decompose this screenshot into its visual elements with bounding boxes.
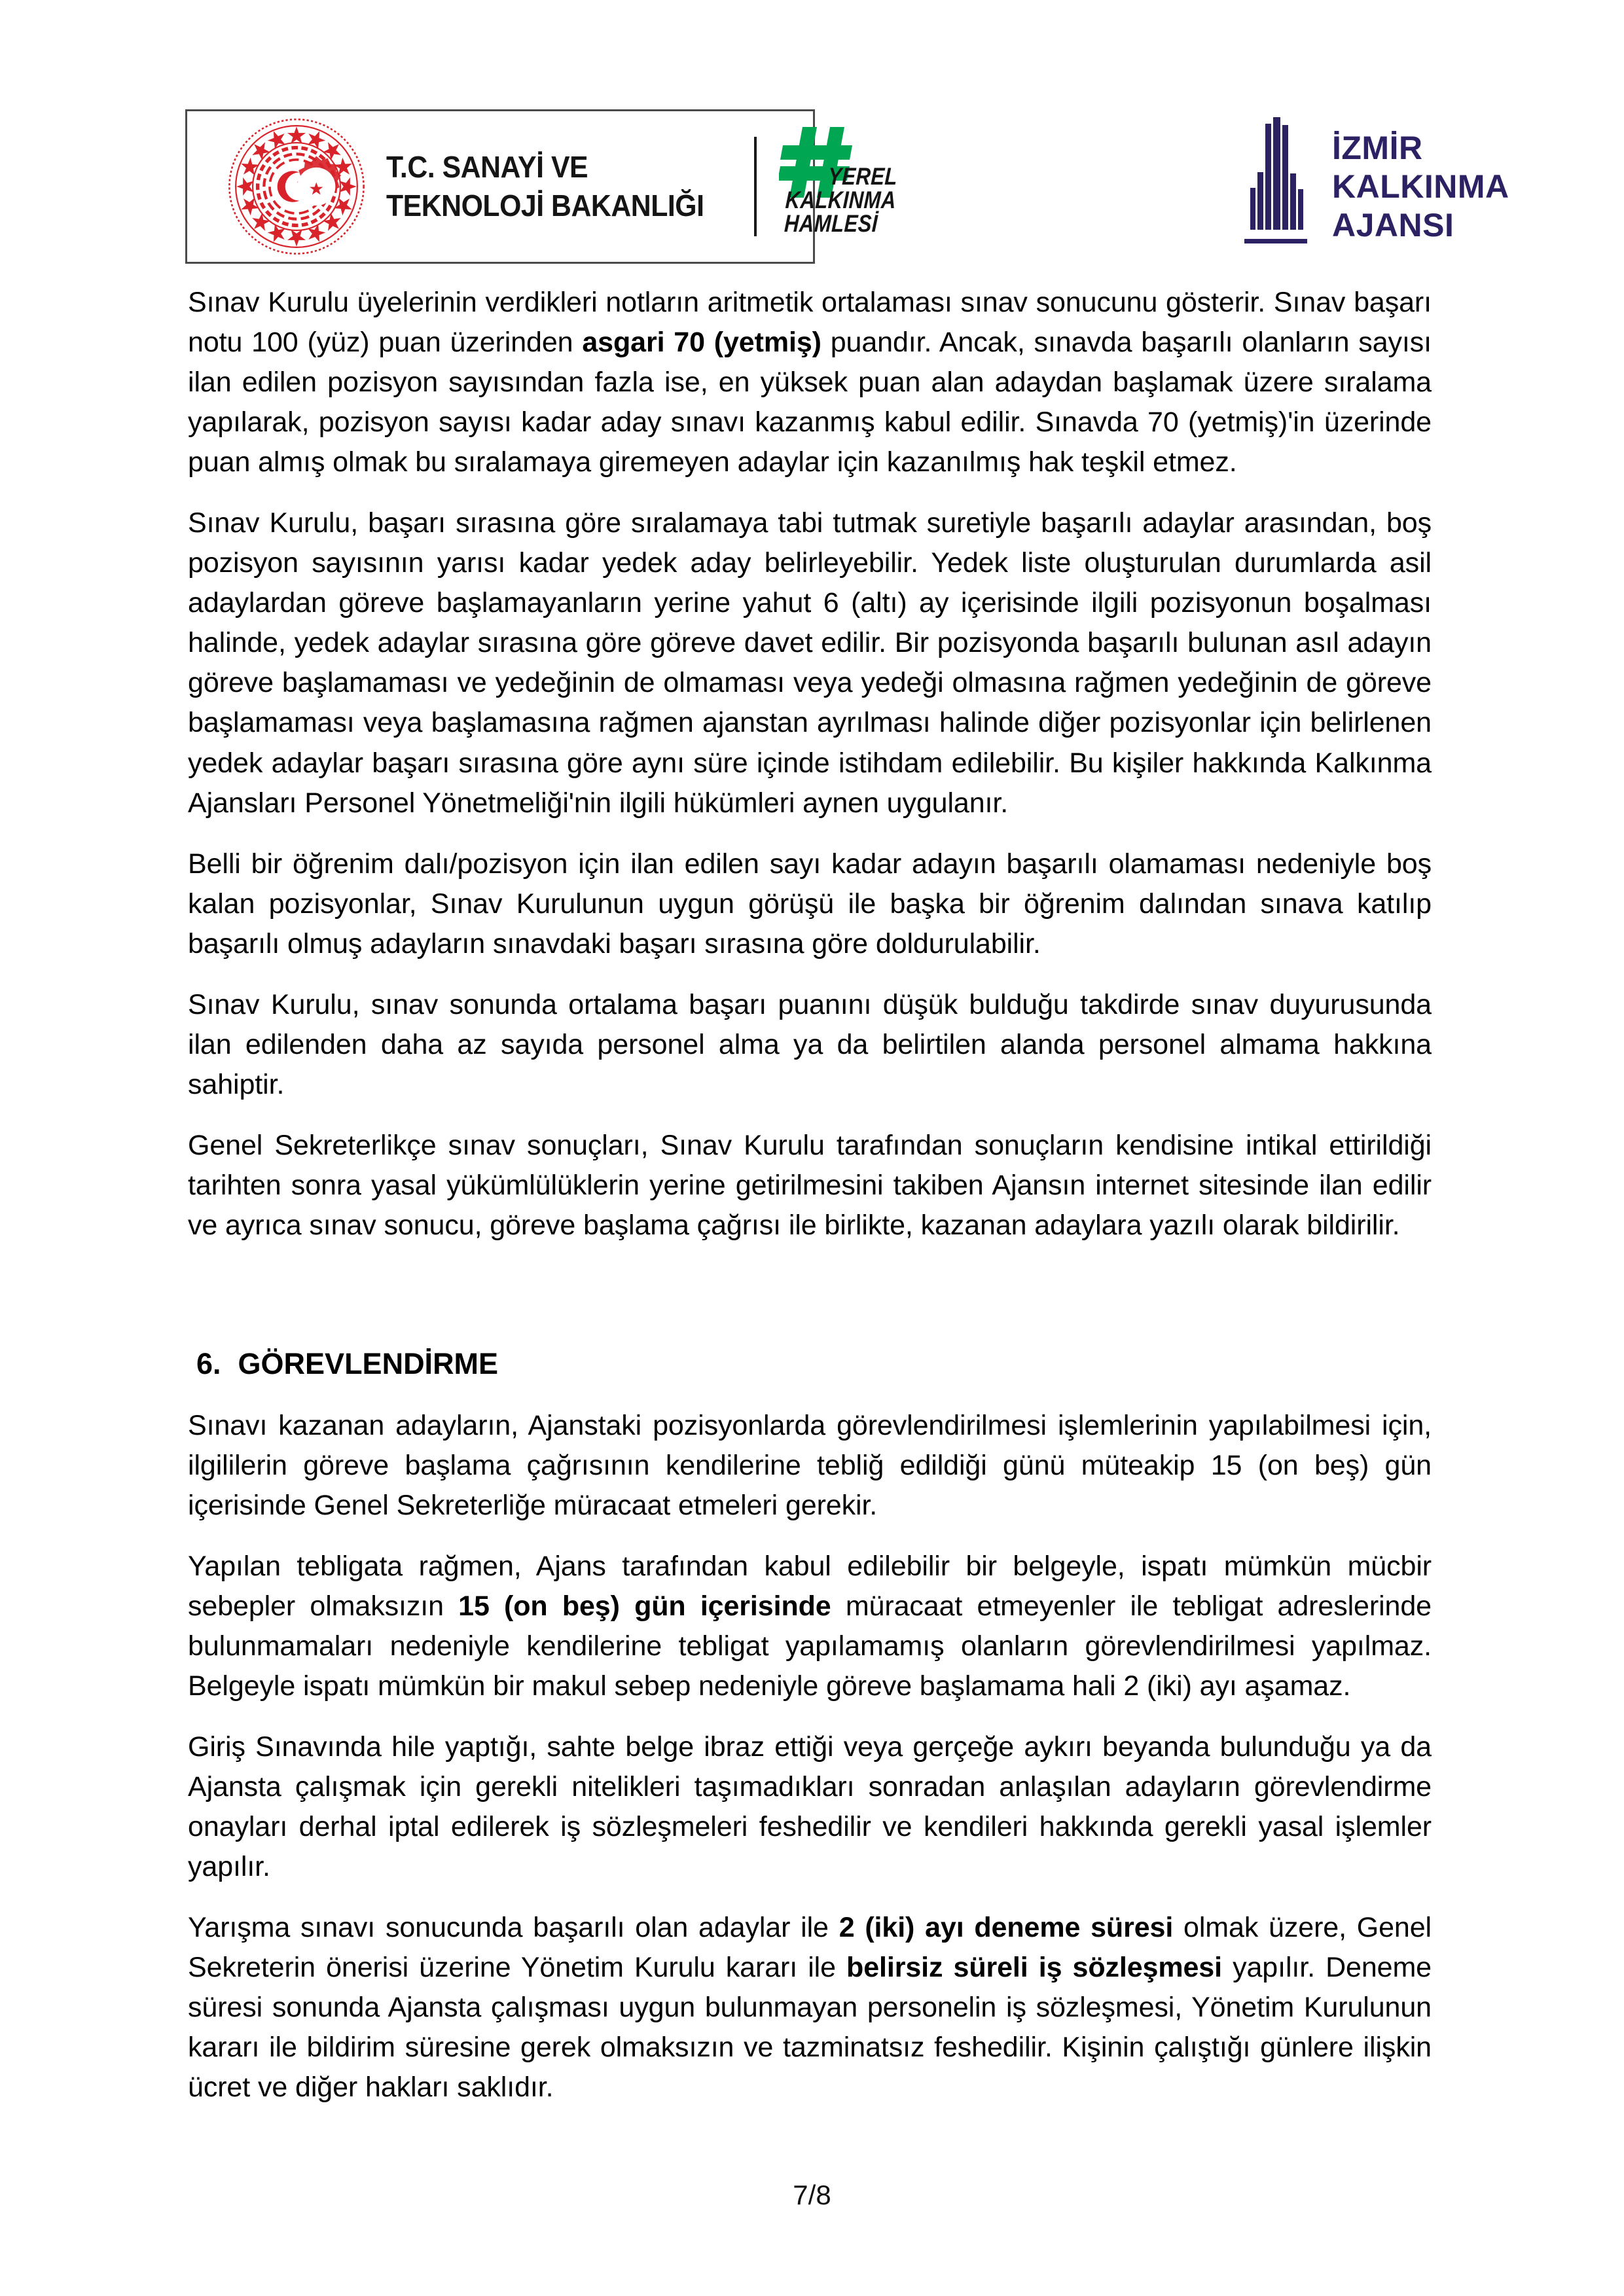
section-number: 6. bbox=[196, 1347, 221, 1381]
document-body bbox=[188, 283, 1432, 2128]
campaign-line-2: KALKINMA bbox=[784, 186, 897, 213]
emphasis-text: asgari 70 (yetmiş) bbox=[582, 327, 821, 359]
agency-logo bbox=[1239, 115, 1514, 262]
body-paragraph bbox=[188, 1126, 1432, 1246]
plain-text: Giriş Sınavında hile yaptığı, sahte belge ibraz ettiği veya gerçeğe aykırı beyanda bulunduğu ya da Ajansta çalışmak için gerekli nitelikleri taşımadıkları sonradan anlaşılan adayların görevlendirme onayları derhal iptal edilerek iş sözleşmeleri feshedilir ve kendileri hakkında gerekli yasal işlemler yapılır. bbox=[188, 1731, 1432, 1882]
ministry-name-line-1: T.C. SANAYİ VE bbox=[386, 150, 588, 185]
izka-buildings-icon bbox=[1239, 115, 1318, 245]
plain-text: Sınav Kurulu, sınav sonunda ortalama başarı puanını düşük bulduğu takdirde sınav duyurusunda ilan edilenden daha az sayıda personel alma ya da belirtilen alanda personel almama hakkına sahiptir. bbox=[188, 988, 1432, 1100]
plain-text: müracaat etmeyenler ile tebligat adreslerinde bulunmamaları nedeniyle kendilerine tebligat yapılamamış olanların görevlendirilmesi yapılmaz. Belgeyle ispatı mümkün bir makul sebep nedeniyle göreve başlamama hali 2 (iki) ayı aşamaz. bbox=[188, 1590, 1432, 1702]
campaign-line-3: HAMLESİ bbox=[784, 209, 878, 237]
body-paragraph bbox=[188, 1727, 1432, 1887]
ministry-name bbox=[386, 148, 704, 225]
plain-text: Yapılan tebligata rağmen, Ajans tarafından kabul edilebilir bir belgeyle, ispatı mümkün mücbir sebepler olmaksızın bbox=[188, 1550, 1432, 1622]
campaign-logo bbox=[779, 124, 936, 249]
agency-wordmark bbox=[1332, 129, 1509, 245]
emphasis-text: 15 (on beş) gün içerisinde bbox=[458, 1590, 831, 1622]
logo-divider bbox=[754, 137, 757, 236]
paragraph-group-after-section bbox=[188, 1406, 1432, 2108]
body-paragraph bbox=[188, 1406, 1432, 1526]
emphasis-text: 2 (iki) ayı deneme süresi bbox=[839, 1912, 1174, 1944]
plain-text: Yarışma sınavı sonucunda başarılı olan adaylar ile bbox=[188, 1912, 839, 1944]
plain-text: puandır. Ancak, sınavda başarılı olanların sayısı ilan edilen pozisyon sayısından fazla ise, en yüksek puan alan adaydan başlamak üzere sıralama yapılarak, pozisyon sayısı kadar aday sınavı kazanmış kabul edilir. Sınavda 70 (yetmiş)'in üzerinde puan almış olmak bu sıralamaya giremeyen adaylar için kazanılmış hak teşkil etmez. bbox=[188, 327, 1432, 478]
page-header bbox=[0, 0, 1624, 275]
plain-text: olmak üzere, Genel Sekreterin önerisi üzerine Yönetim Kurulu kararı ile bbox=[188, 1912, 1432, 1984]
ministry-campaign-logo-box bbox=[185, 109, 898, 264]
section-title: GÖREVLENDİRME bbox=[238, 1347, 499, 1381]
plain-text: Sınavı kazanan adayların, Ajanstaki pozisyonlarda görevlendirilmesi işlemlerinin yapılabilmesi için, ilgililerin göreve başlama çağrısının kendilerine tebliğ edildiği günü müteakip 15 (on beş) gün içerisinde Genel Sekreterliğe müracaat etmeleri gerekir. bbox=[188, 1409, 1432, 1521]
campaign-line-1: YEREL bbox=[827, 163, 898, 190]
body-paragraph bbox=[188, 503, 1432, 823]
plain-text: Belli bir öğrenim dalı/pozisyon için ilan edilen sayı kadar adayın başarılı olamaması nedeniyle boş kalan pozisyonlar, Sınav Kurulunun uygun görüşü ile başka bir öğrenim dalından sınava katılıp başarılı olmuş adayların sınavdaki başarı sırasına göre doldurulabilir. bbox=[188, 848, 1432, 960]
body-paragraph bbox=[188, 985, 1432, 1105]
paragraph-group-before-section bbox=[188, 283, 1432, 1246]
ministry-name-line-2: TEKNOLOJİ BAKANLIĞI bbox=[386, 188, 704, 223]
agency-line-2: KALKINMA bbox=[1332, 168, 1509, 205]
body-paragraph bbox=[188, 1547, 1432, 1706]
plain-text: Genel Sekreterlikçe sınav sonuçları, Sınav Kurulu tarafından sonuçların kendisine intikal ettirildiği tarihten sonra yasal yükümlülüklerin yerine getirilmesini takiben Ajansın internet sitesinde ilan edilir ve ayrıca sınav sonucu, göreve başlama çağrısı ile birlikte, kazanan adaylara yazılı olarak bildirilir. bbox=[188, 1129, 1432, 1241]
body-paragraph bbox=[188, 1908, 1432, 2108]
agency-line-3: AJANSI bbox=[1332, 207, 1454, 243]
turkish-ministry-seal-icon bbox=[221, 119, 372, 254]
plain-text: Sınav Kurulu, başarı sırasına göre sıralamaya tabi tutmak suretiyle başarılı adaylar arasından, boş pozisyon sayısının yarısı kadar yedek aday belirleyebilir. Yedek liste oluşturulan durumlarda asil adaylardan göreve başlamayanların yerine yahut 6 (altı) ay içerisinde ilgili pozisyonun boşalması halinde, yedek adaylar sırasına göre göreve davet edilir. Bir pozisyonda başarılı bulunan asıl adayın göreve başlamaması ve yedeğinin de olmaması veya yedeği olmasına rağmen yedeğinin de göreve başlamaması veya başlamasına rağmen ajanstan ayrılması halinde diğer pozisyonlar için belirlenen yedek adaylar başarı sırasına göre aynı süre içinde istihdam edilebilir. Bu kişiler hakkında Kalkınma Ajansları Personel Yönetmeliği'nin ilgili hükümleri aynen uygulanır. bbox=[188, 507, 1432, 819]
campaign-wordmark bbox=[784, 163, 898, 237]
body-paragraph bbox=[188, 283, 1432, 482]
plain-text: yapılır. Deneme süresi sonunda Ajansta çalışması uygun bulunmayan personelin iş sözleşmesi, Yönetim Kurulunun kararı ile bildirim süresine gerek olmaksızın ve tazminatsız feshedilir. Kişinin çalıştığı günlere ilişkin ücret ve diğer hakları saklıdır. bbox=[188, 1952, 1432, 2104]
plain-text: Sınav Kurulu üyelerinin verdikleri notların aritmetik ortalaması sınav sonucunu gösterir. Sınav başarı notu 100 (yüz) puan üzerinden bbox=[188, 287, 1432, 359]
emphasis-text: belirsiz süreli iş sözleşmesi bbox=[846, 1952, 1222, 1984]
page-footer bbox=[0, 2179, 1624, 2211]
agency-line-1: İZMİR bbox=[1332, 130, 1423, 166]
section-heading bbox=[188, 1345, 1432, 1384]
section-spacer bbox=[188, 1266, 1432, 1345]
page-number: 7/8 bbox=[793, 2179, 831, 2210]
body-paragraph bbox=[188, 844, 1432, 964]
